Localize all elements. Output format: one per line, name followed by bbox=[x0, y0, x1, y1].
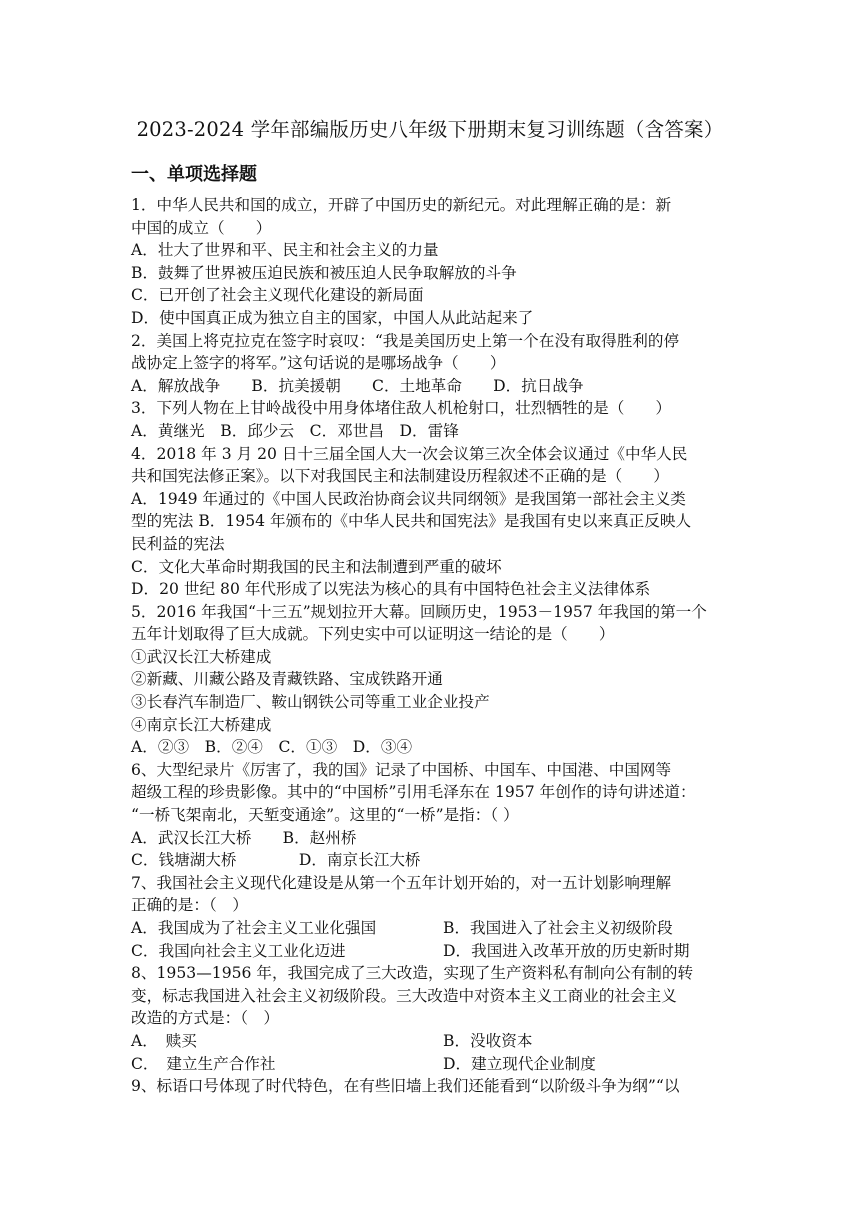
document-title: 2023-2024 学年部编版历史八年级下册期末复习训练题（含答案） bbox=[136, 118, 724, 141]
text-line: “一桥飞架南北，天堑变通途”。这里的“一桥”是指：（ ） bbox=[131, 806, 519, 825]
text-line: 4．2018 年 3 月 20 日十三届全国人大一次会议第三次全体会议通过《中华人民 bbox=[131, 444, 688, 463]
text-line: 五年计划取得了巨大成就。下列史实中可以证明这一结论的是（ ） bbox=[131, 625, 615, 644]
text-line: 改造的方式是：（ ） bbox=[131, 1009, 280, 1028]
text-line: 中国的成立（ ） bbox=[131, 218, 272, 237]
option-b: B．我国进入了社会主义初级阶段 bbox=[443, 919, 673, 937]
statement-line: ②新藏、川藏公路及青藏铁路、宝成铁路开通 bbox=[131, 670, 443, 689]
option-line: A．解放战争 B．抗美援朝 C．土地革命 D．抗日战争 bbox=[131, 376, 584, 395]
option-line: C．文化大革命时期我国的民主和法制遭到严重的破坏 bbox=[131, 557, 502, 576]
text-line: 超级工程的珍贵影像。其中的“中国桥”引用毛泽东在 1957 年创作的诗句讲述道： bbox=[131, 783, 696, 802]
text-line: 变，标志我国进入社会主义初级阶段。三大改造中对资本主义工商业的社会主义 bbox=[131, 986, 677, 1005]
statement-line: ④南京长江大桥建成 bbox=[131, 715, 272, 734]
option-c: C．我国向社会主义工业化迈进 bbox=[131, 941, 346, 960]
option-line: A．②③ B．②④ C．①③ D．③④ bbox=[131, 738, 413, 757]
option-line: B．鼓舞了世界被压迫民族和被压迫人民争取解放的斗争 bbox=[131, 263, 517, 282]
option-line: 民利益的宪法 bbox=[131, 534, 225, 553]
option-line: C．钱塘湖大桥 D．南京长江大桥 bbox=[131, 851, 421, 870]
option-a: A． 赎买 bbox=[131, 1031, 197, 1050]
option-line: D．使中国真正成为独立自主的国家，中国人从此站起来了 bbox=[131, 308, 534, 327]
option-c: C． 建立生产合作社 bbox=[131, 1054, 276, 1073]
text-line: 战协定上签字的将军。”这句话说的是哪场战争（ ） bbox=[131, 354, 506, 373]
option-row bbox=[131, 1053, 731, 1076]
option-line: A．1949 年通过的《中国人民政治协商会议共同纲领》是我国第一部社会主义类 bbox=[131, 489, 686, 508]
option-b: B．没收资本 bbox=[443, 1031, 533, 1050]
text-line: 5．2016 年我国“十三五”规划拉开大幕。回顾历史，1953－1957 年我国的第一个 bbox=[131, 602, 707, 621]
option-line: A．壮大了世界和平、民主和社会主义的力量 bbox=[131, 241, 439, 260]
option-d: D．建立现代企业制度 bbox=[443, 1054, 596, 1073]
option-line: 型的宪法 B．1954 年颁布的《中华人民共和国宪法》是我国有史以来真正反映人 bbox=[131, 512, 692, 531]
question-body bbox=[131, 194, 731, 1098]
text-line: 9、标语口号体现了时代特色，在有些旧墙上我们还能看到“以阶级斗争为纲”“以 bbox=[131, 1077, 680, 1096]
text-line: 2．美国上将克拉克在签字时哀叹：“我是美国历史上第一个在没有取得胜利的停 bbox=[131, 331, 680, 350]
text-line: 8、1953—1956 年，我国完成了三大改造，实现了生产资料私有制向公有制的转 bbox=[131, 964, 694, 983]
statement-line: ①武汉长江大桥建成 bbox=[131, 647, 272, 666]
text-line: 1．中华人民共和国的成立，开辟了中国历史的新纪元。对此理解正确的是：新 bbox=[131, 196, 672, 214]
text-line: 6、大型纪录片《厉害了，我的国》记录了中国桥、中国车、中国港、中国网等 bbox=[131, 760, 672, 779]
section-heading: 一、单项选择题 bbox=[131, 164, 257, 185]
option-row bbox=[131, 917, 731, 940]
option-line: D．20 世纪 80 年代形成了以宪法为核心的具有中国特色社会主义法律体系 bbox=[131, 580, 651, 599]
statement-line: ③长春汽车制造厂、鞍山钢铁公司等重工业企业投产 bbox=[131, 693, 490, 712]
text-line: 7、我国社会主义现代化建设是从第一个五年计划开始的，对一五计划影响理解 bbox=[131, 873, 672, 892]
text-line: 3．下列人物在上甘岭战役中用身体堵住敌人机枪射口，壮烈牺牲的是（ ） bbox=[131, 399, 672, 418]
option-row bbox=[131, 1030, 731, 1053]
option-d: D．我国进入改革开放的历史新时期 bbox=[443, 941, 690, 960]
option-line: A．武汉长江大桥 B．赵州桥 bbox=[131, 828, 357, 847]
text-line: 共和国宪法修正案》。以下对我国民主和法制建设历程叙述不正确的是（ ） bbox=[131, 467, 669, 486]
option-row bbox=[131, 940, 731, 963]
text-line: 正确的是：（ ） bbox=[131, 896, 248, 915]
option-line: A．黄继光 B．邱少云 C．邓世昌 D．雷锋 bbox=[131, 421, 459, 440]
option-a: A．我国成为了社会主义工业化强国 bbox=[131, 919, 377, 937]
option-line: C．已开创了社会主义现代化建设的新局面 bbox=[131, 286, 424, 305]
